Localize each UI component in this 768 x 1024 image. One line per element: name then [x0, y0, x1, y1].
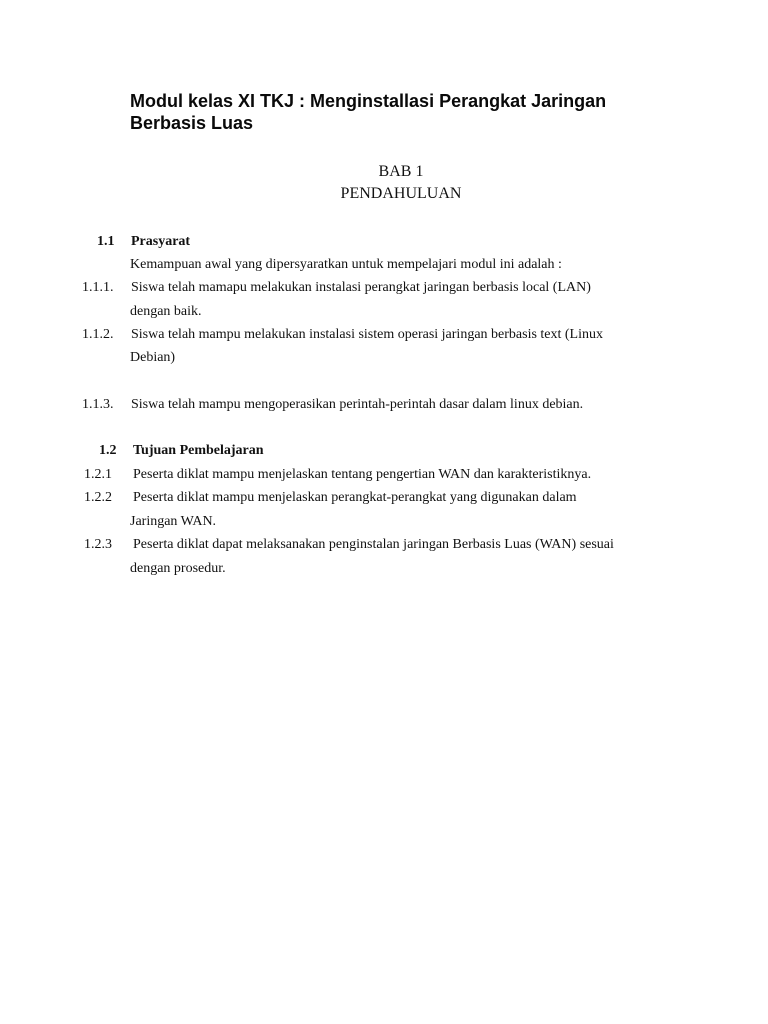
chapter-title: PENDAHULUAN	[340, 185, 462, 202]
list-item-1-1-2-line-2: Debian)	[130, 350, 176, 365]
list-item-1-2-3-line-2: dengan prosedur.	[130, 561, 226, 576]
list-item-1-2-1-line-1: Peserta diklat mampu menjelaskan tentang pengertian WAN dan karakteristiknya.	[133, 467, 592, 482]
section-1-1-heading: Prasyarat	[131, 234, 191, 249]
list-item-number-1-1-1: 1.1.1.	[82, 280, 114, 295]
list-item-1-2-3-line-1: Peserta diklat dapat melaksanakan penginstalan jaringan Berbasis Luas (WAN) sesuai	[133, 537, 614, 552]
list-item-number-1-2-3: 1.2.3	[84, 537, 112, 552]
list-item-1-2-2-line-1: Peserta diklat mampu menjelaskan perangkat-perangkat yang digunakan dalam	[133, 490, 577, 505]
section-1-1-number: 1.1	[97, 234, 115, 249]
section-1-1-intro: Kemampuan awal yang dipersyaratkan untuk mempelajari modul ini adalah :	[130, 257, 562, 272]
list-item-number-1-2-2: 1.2.2	[84, 490, 112, 505]
chapter-number: BAB 1	[378, 163, 424, 180]
section-1-2-number: 1.2	[99, 443, 117, 458]
document-title-line-2: Berbasis Luas	[130, 113, 254, 133]
list-item-1-1-3-line-1: Siswa telah mampu mengoperasikan perintah-perintah dasar dalam linux debian.	[131, 397, 584, 412]
document-title	[130, 90, 690, 134]
list-item-number-1-1-3: 1.1.3.	[82, 397, 114, 412]
list-item-number-1-1-2: 1.1.2.	[82, 327, 114, 342]
list-item-1-1-2-line-1: Siswa telah mampu melakukan instalasi sistem operasi jaringan berbasis text (Linux	[131, 327, 604, 342]
list-item-1-1-1-line-2: dengan baik.	[130, 304, 202, 319]
list-item-1-2-2-line-2: Jaringan WAN.	[130, 514, 217, 529]
list-item-1-1-1-line-1: Siswa telah mamapu melakukan instalasi perangkat jaringan berbasis local (LAN)	[131, 280, 591, 295]
list-item-number-1-2-1: 1.2.1	[84, 467, 112, 482]
document-title-line-1: Modul kelas XI TKJ : Menginstallasi Perangkat Jaringan	[130, 91, 607, 111]
section-1-2-heading: Tujuan Pembelajaran	[133, 443, 264, 458]
